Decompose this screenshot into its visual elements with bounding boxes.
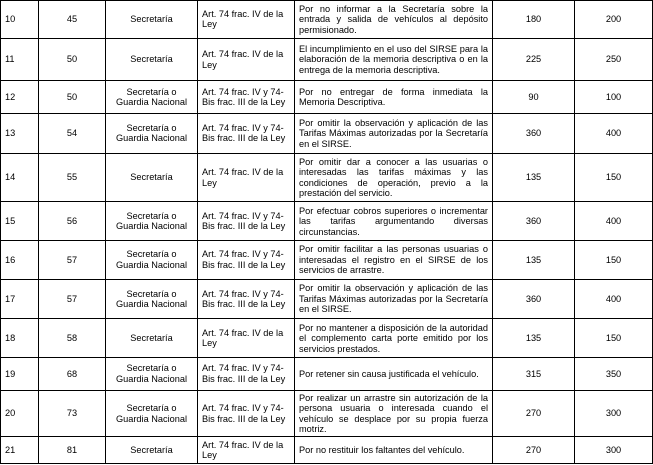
table-row — [1, 153, 653, 202]
row-number: 18 — [1, 319, 39, 358]
fine-maximum: 350 — [575, 358, 653, 391]
article-number: 55 — [39, 153, 106, 202]
article-number: 68 — [39, 358, 106, 391]
legal-basis: Art. 74 frac. IV y 74-Bis frac. III de la Ley — [198, 202, 295, 241]
article-number: 57 — [39, 279, 106, 319]
infraction-description: Por omitir dar a conocer a las usuarias o interesadas las tarifas máximas y las condiciones de operación, previo a la prestación del servicio. — [295, 153, 493, 202]
table-row — [1, 437, 653, 464]
fine-minimum: 360 — [493, 279, 575, 319]
authority: Secretaría o Guardia Nacional — [106, 202, 198, 241]
table-row — [1, 202, 653, 241]
legal-basis: Art. 74 frac. IV y 74-Bis frac. III de la Ley — [198, 241, 295, 280]
authority: Secretaría — [106, 319, 198, 358]
legal-basis: Art. 74 frac. IV y 74-Bis frac. III de la Ley — [198, 390, 295, 437]
authority: Secretaría o Guardia Nacional — [106, 241, 198, 280]
article-number: 81 — [39, 437, 106, 464]
fine-maximum: 150 — [575, 153, 653, 202]
article-number: 56 — [39, 202, 106, 241]
fine-maximum: 400 — [575, 113, 653, 153]
authority: Secretaría o Guardia Nacional — [106, 358, 198, 391]
infraction-description: Por omitir facilitar a las personas usuarias o interesadas el registro en el SIRSE de los servicios de arrastre. — [295, 241, 493, 280]
infraction-description: Por no mantener a disposición de la autoridad el complemento carta porte emitido por los servicios prestados. — [295, 319, 493, 358]
fine-minimum: 135 — [493, 241, 575, 280]
row-number: 17 — [1, 279, 39, 319]
fine-minimum: 360 — [493, 113, 575, 153]
row-number: 19 — [1, 358, 39, 391]
table-row — [1, 38, 653, 81]
fine-maximum: 150 — [575, 241, 653, 280]
row-number: 15 — [1, 202, 39, 241]
infraction-description: Por no restituir los faltantes del vehículo. — [295, 437, 493, 464]
fine-maximum: 250 — [575, 38, 653, 81]
fine-maximum: 400 — [575, 202, 653, 241]
row-number: 14 — [1, 153, 39, 202]
authority: Secretaría — [106, 38, 198, 81]
row-number: 16 — [1, 241, 39, 280]
fine-minimum: 135 — [493, 319, 575, 358]
fine-minimum: 360 — [493, 202, 575, 241]
table-row — [1, 113, 653, 153]
row-number: 13 — [1, 113, 39, 153]
legal-basis: Art. 74 frac. IV de la Ley — [198, 1, 295, 39]
table-row — [1, 81, 653, 114]
row-number: 12 — [1, 81, 39, 114]
row-number: 10 — [1, 1, 39, 39]
fine-minimum: 225 — [493, 38, 575, 81]
legal-basis: Art. 74 frac. IV y 74-Bis frac. III de la Ley — [198, 279, 295, 319]
table-row — [1, 319, 653, 358]
authority: Secretaría o Guardia Nacional — [106, 113, 198, 153]
row-number: 11 — [1, 38, 39, 81]
legal-basis: Art. 74 frac. IV y 74-Bis frac. III de la Ley — [198, 358, 295, 391]
authority: Secretaría o Guardia Nacional — [106, 81, 198, 114]
article-number: 57 — [39, 241, 106, 280]
legal-basis: Art. 74 frac. IV de la Ley — [198, 319, 295, 358]
article-number: 50 — [39, 38, 106, 81]
infraction-description: Por realizar un arrastre sin autorización de la persona usuaria o interesada cuando el vehículo se desplace por su propia fuerza motriz. — [295, 390, 493, 437]
table-row — [1, 390, 653, 437]
fine-minimum: 315 — [493, 358, 575, 391]
fine-minimum: 135 — [493, 153, 575, 202]
article-number: 50 — [39, 81, 106, 114]
fine-maximum: 300 — [575, 390, 653, 437]
table-row — [1, 279, 653, 319]
legal-basis: Art. 74 frac. IV y 74-Bis frac. III de la Ley — [198, 81, 295, 114]
authority: Secretaría — [106, 153, 198, 202]
article-number: 45 — [39, 1, 106, 39]
infraction-description: Por omitir la observación y aplicación de las Tarifas Máximas autorizadas por la Secretaría en el SIRSE. — [295, 113, 493, 153]
authority: Secretaría o Guardia Nacional — [106, 390, 198, 437]
legal-basis: Art. 74 frac. IV de la Ley — [198, 437, 295, 464]
fine-minimum: 270 — [493, 437, 575, 464]
row-number: 20 — [1, 390, 39, 437]
fine-minimum: 180 — [493, 1, 575, 39]
infraction-description: Por retener sin causa justificada el vehículo. — [295, 358, 493, 391]
fine-maximum: 300 — [575, 437, 653, 464]
article-number: 73 — [39, 390, 106, 437]
legal-basis: Art. 74 frac. IV de la Ley — [198, 38, 295, 81]
fine-minimum: 90 — [493, 81, 575, 114]
article-number: 54 — [39, 113, 106, 153]
table-row — [1, 358, 653, 391]
infraction-description: El incumplimiento en el uso del SIRSE para la elaboración de la memoria descriptiva o en la entrega de la memoria descriptiva. — [295, 38, 493, 81]
fine-maximum: 150 — [575, 319, 653, 358]
table-row — [1, 241, 653, 280]
authority: Secretaría — [106, 437, 198, 464]
infraction-description: Por no entregar de forma inmediata la Memoria Descriptiva. — [295, 81, 493, 114]
legal-basis: Art. 74 frac. IV y 74-Bis frac. III de la Ley — [198, 113, 295, 153]
legal-basis: Art. 74 frac. IV de la Ley — [198, 153, 295, 202]
row-number: 21 — [1, 437, 39, 464]
table-body — [1, 1, 653, 464]
authority: Secretaría — [106, 1, 198, 39]
infraction-description: Por efectuar cobros superiores o incrementar las tarifas argumentando diversas circunstancias. — [295, 202, 493, 241]
authority: Secretaría o Guardia Nacional — [106, 279, 198, 319]
fine-maximum: 400 — [575, 279, 653, 319]
table-row — [1, 1, 653, 39]
infraction-description: Por no informar a la Secretaría sobre la entrada y salida de vehículos al depósito permisionado. — [295, 1, 493, 39]
infraction-description: Por omitir la observación y aplicación de las Tarifas Máximas autorizadas por la Secretaría en el SIRSE. — [295, 279, 493, 319]
article-number: 58 — [39, 319, 106, 358]
fine-maximum: 100 — [575, 81, 653, 114]
fine-maximum: 200 — [575, 1, 653, 39]
fine-minimum: 270 — [493, 390, 575, 437]
